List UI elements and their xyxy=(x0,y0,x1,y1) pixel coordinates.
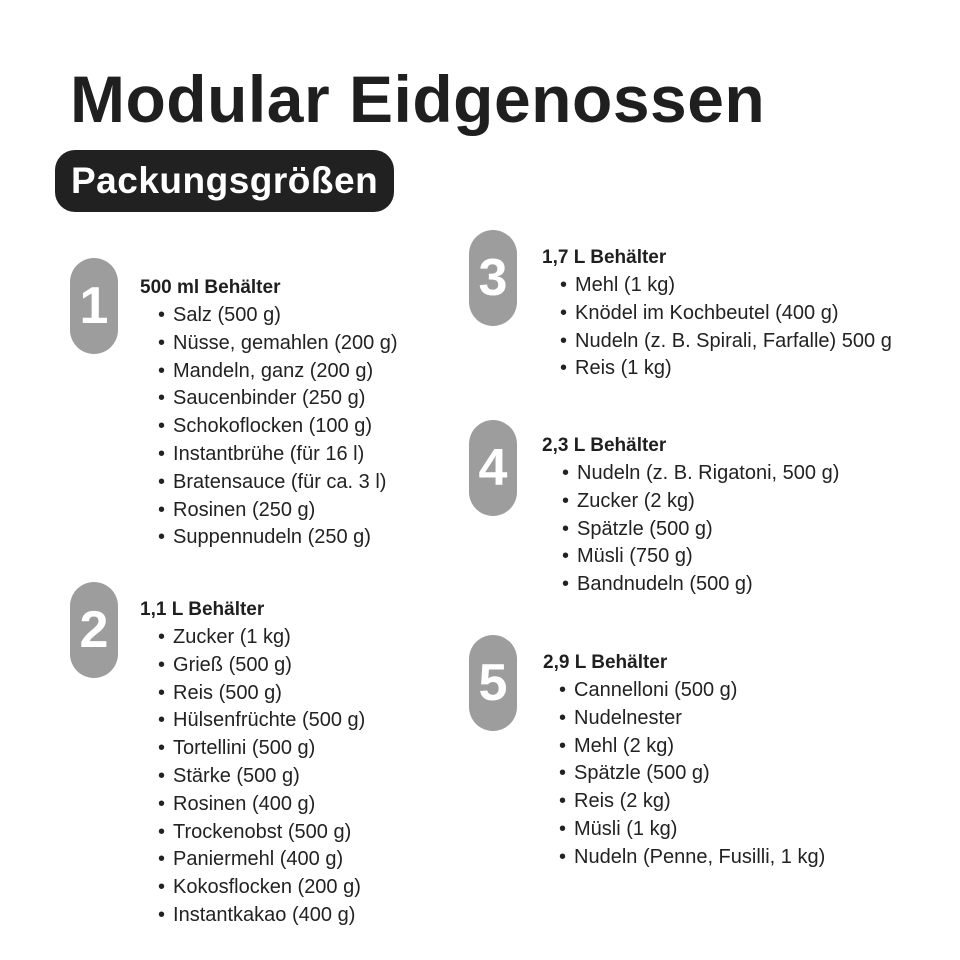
section-content xyxy=(140,274,398,552)
item-list xyxy=(543,677,825,872)
section-content xyxy=(542,432,839,599)
section-heading: 1,1 L Behälter xyxy=(140,599,265,620)
section-heading: 1,7 L Behälter xyxy=(542,247,667,268)
item-list xyxy=(542,272,892,383)
list-item: • Paniermehl (400 g) xyxy=(158,846,365,874)
list-item: • Zucker (2 kg) xyxy=(562,488,839,516)
page-title: Modular Eidgenossen xyxy=(70,62,766,136)
list-item: • Grieß (500 g) xyxy=(158,652,365,680)
list-item: • Müsli (1 kg) xyxy=(559,816,825,844)
list-item: • Suppennudeln (250 g) xyxy=(158,524,398,552)
list-item: • Trockenobst (500 g) xyxy=(158,819,365,847)
list-item: • Salz (500 g) xyxy=(158,302,398,330)
list-item: • Tortellini (500 g) xyxy=(158,735,365,763)
section-content xyxy=(542,244,892,383)
list-item: • Mehl (2 kg) xyxy=(559,733,825,761)
section-heading: 500 ml Behälter xyxy=(140,277,281,298)
list-item: • Nudelnester xyxy=(559,705,825,733)
list-item: • Reis (2 kg) xyxy=(559,788,825,816)
item-list xyxy=(140,302,398,552)
list-item: • Mandeln, ganz (200 g) xyxy=(158,358,398,386)
section-number-badge: 4 xyxy=(469,420,517,516)
section-number-badge: 1 xyxy=(70,258,118,354)
list-item: • Bratensauce (für ca. 3 l) xyxy=(158,469,398,497)
item-list xyxy=(542,460,839,599)
item-list xyxy=(140,624,365,930)
list-item: • Stärke (500 g) xyxy=(158,763,365,791)
section-heading: 2,9 L Behälter xyxy=(543,652,668,673)
list-item: • Knödel im Kochbeutel (400 g) xyxy=(560,300,892,328)
list-item: • Rosinen (250 g) xyxy=(158,497,398,525)
section-heading: 2,3 L Behälter xyxy=(542,435,667,456)
list-item: • Hülsenfrüchte (500 g) xyxy=(158,707,365,735)
list-item: • Reis (500 g) xyxy=(158,680,365,708)
list-item: • Schokoflocken (100 g) xyxy=(158,413,398,441)
list-item: • Mehl (1 kg) xyxy=(560,272,892,300)
list-item: • Nudeln (z. B. Rigatoni, 500 g) xyxy=(562,460,839,488)
section-number-badge: 2 xyxy=(70,582,118,678)
list-item: • Müsli (750 g) xyxy=(562,543,839,571)
section-number-badge: 3 xyxy=(469,230,517,326)
section-content xyxy=(140,596,365,930)
list-item: • Nüsse, gemahlen (200 g) xyxy=(158,330,398,358)
list-item: • Instantbrühe (für 16 l) xyxy=(158,441,398,469)
section-content xyxy=(543,649,825,872)
subtitle-badge: Packungsgrößen xyxy=(55,150,394,212)
list-item: • Spätzle (500 g) xyxy=(559,760,825,788)
list-item: • Spätzle (500 g) xyxy=(562,516,839,544)
list-item: • Zucker (1 kg) xyxy=(158,624,365,652)
list-item: • Nudeln (z. B. Spirali, Farfalle) 500 g xyxy=(560,328,892,356)
list-item: • Cannelloni (500 g) xyxy=(559,677,825,705)
list-item: • Bandnudeln (500 g) xyxy=(562,571,839,599)
list-item: • Reis (1 kg) xyxy=(560,355,892,383)
list-item: • Saucenbinder (250 g) xyxy=(158,385,398,413)
list-item: • Kokosflocken (200 g) xyxy=(158,874,365,902)
list-item: • Rosinen (400 g) xyxy=(158,791,365,819)
list-item: • Nudeln (Penne, Fusilli, 1 kg) xyxy=(559,844,825,872)
list-item: • Instantkakao (400 g) xyxy=(158,902,365,930)
section-number-badge: 5 xyxy=(469,635,517,731)
